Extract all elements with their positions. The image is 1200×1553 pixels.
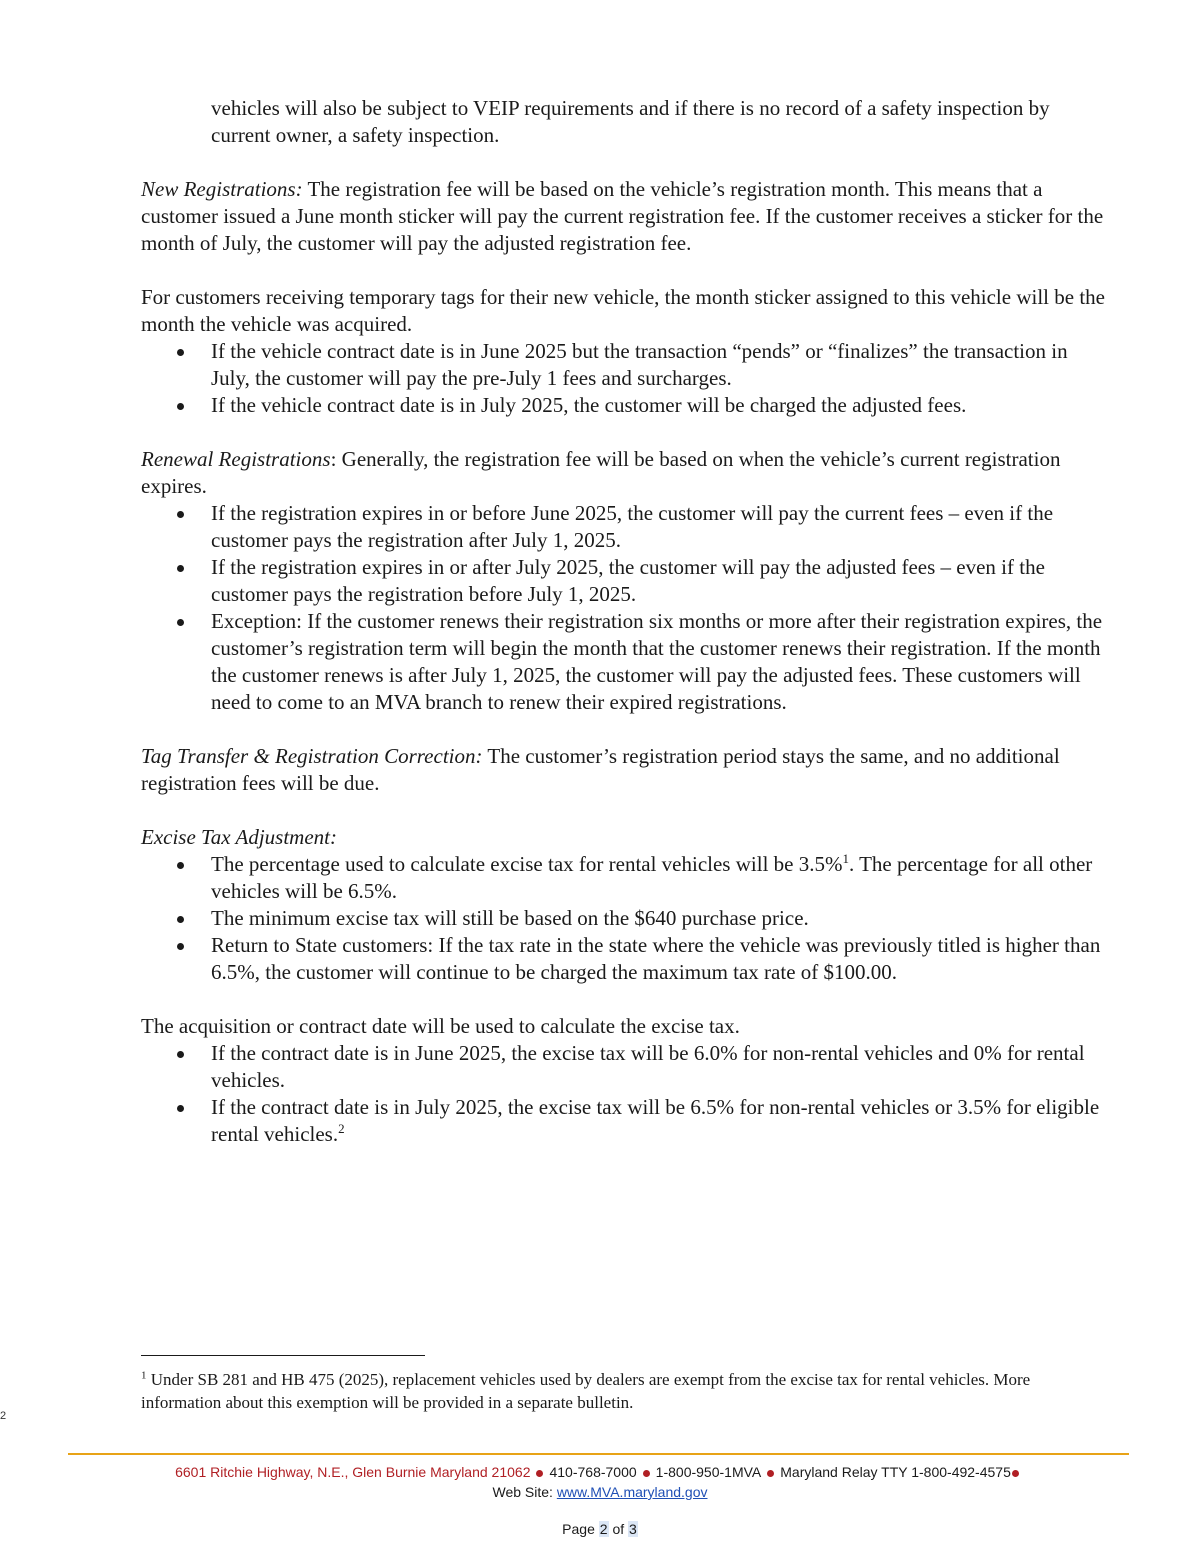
- footer-website-link[interactable]: www.MVA.maryland.gov: [556, 1484, 708, 1500]
- bullet-icon: [177, 916, 184, 923]
- tag-transfer-heading: Tag Transfer & Registration Correction:: [141, 744, 483, 768]
- page-number: Page 2 of 3: [562, 1521, 637, 1537]
- bullet-icon: [177, 403, 184, 410]
- bullet-icon: [177, 619, 184, 626]
- footnote-marker: 1: [141, 1369, 147, 1382]
- bullet-icon: [177, 565, 184, 572]
- footer-contact-line: [0, 1463, 1200, 1481]
- total-pages: 3: [629, 1521, 637, 1537]
- renewal-registrations-text: : Generally, the registration fee will be based on when the vehicle’s current registration expires.: [141, 447, 1061, 498]
- list-item: If the registration expires in or after July 2025, the customer will pay the adjusted fees – even if the customer pays the registration before July 1, 2025.: [141, 554, 1106, 608]
- bullet-separator-icon: [536, 1470, 543, 1477]
- list-item: The minimum excise tax will still be based on the $640 purchase price.: [141, 905, 1106, 932]
- footnote-reference: 2: [338, 1121, 345, 1136]
- list-item: If the vehicle contract date is in July 2025, the customer will be charged the adjusted fees.: [141, 392, 1106, 419]
- renewal-list: [141, 500, 1106, 716]
- excise-tax-list: [141, 851, 1106, 986]
- new-registrations-heading: New Registrations:: [141, 177, 303, 201]
- renewal-registrations-heading: Renewal Registrations: [141, 447, 331, 471]
- temporary-tags-intro: For customers receiving temporary tags for their new vehicle, the month sticker assigned to this vehicle will be the month the vehicle was acquired.: [141, 285, 1105, 336]
- footnote-text: Under SB 281 and HB 475 (2025), replacement vehicles used by dealers are exempt from the excise tax for rental vehicles. More information about this exemption will be provided in a separate bulletin.: [141, 1370, 1031, 1412]
- list-item: Exception: If the customer renews their registration six months or more after their registration expires, the customer’s registration term will begin the month that the customer renews their registration. If the month the customer renews is after July 1, 2025, the customer will pay the adjusted fees. These customers will need to come to an MVA branch to renew their expired registrations.: [141, 608, 1106, 716]
- tag-transfer-paragraph: [141, 743, 1106, 797]
- bullet-separator-icon: [643, 1470, 650, 1477]
- acquisition-list: [141, 1040, 1106, 1148]
- list-item: If the contract date is in July 2025, the excise tax will be 6.5% for non-rental vehicles or 3.5% for eligible rental vehicles.$^2$: [141, 1094, 1106, 1148]
- footer-tollfree: 1-800-950-1MVA: [655, 1464, 762, 1480]
- renewal-registrations-paragraph: [141, 446, 1106, 500]
- footer-address: 6601 Ritchie Highway, N.E., Glen Burnie Maryland 21062: [175, 1464, 531, 1480]
- list-item: The percentage used to calculate excise tax for rental vehicles will be 3.5%$^1$. The percentage for all other vehicles will be 6.5%.: [141, 851, 1106, 905]
- footer-phone: 410-768-7000: [549, 1464, 637, 1480]
- current-page: 2: [599, 1521, 608, 1537]
- bullet-icon: [177, 862, 184, 869]
- bullet-icon: [177, 1051, 184, 1058]
- footer-divider: [68, 1453, 1129, 1455]
- list-item: If the registration expires in or before June 2025, the customer will pay the current fees – even if the customer pays the registration after July 1, 2025.: [141, 500, 1106, 554]
- list-item: If the contract date is in June 2025, the excise tax will be 6.0% for non-rental vehicles and 0% for rental vehicles.: [141, 1040, 1106, 1094]
- margin-page-number: 2: [0, 1410, 7, 1422]
- bullet-icon: [177, 511, 184, 518]
- bullet-separator-icon: [767, 1470, 774, 1477]
- acquisition-intro: The acquisition or contract date will be used to calculate the excise tax.: [141, 1014, 740, 1038]
- continuation-paragraph: vehicles will also be subject to VEIP requirements and if there is no record of a safety inspection by current owner, a safety inspection.: [211, 96, 1050, 147]
- footnote-reference: 1: [842, 851, 849, 866]
- tag-transfer-text: The customer’s registration period stays the same, and no additional registration fees will be due.: [141, 744, 1060, 795]
- bullet-icon: [177, 943, 184, 950]
- document-body: [141, 95, 1106, 1148]
- bullet-icon: [177, 1105, 184, 1112]
- list-item: If the vehicle contract date is in June 2025 but the transaction “pends” or “finalizes” the transaction in July, the customer will pay the pre-July 1 fees and surcharges.: [141, 338, 1106, 392]
- bullet-separator-icon: [1012, 1470, 1019, 1477]
- footer-relay: Maryland Relay TTY 1-800-492-4575: [780, 1464, 1011, 1480]
- temporary-tags-list: [141, 338, 1106, 419]
- footer-website-label: Web Site:: [492, 1484, 557, 1500]
- excise-tax-heading: Excise Tax Adjustment:: [141, 825, 337, 849]
- footnote: [141, 1368, 1101, 1414]
- footer-website-line: [0, 1483, 1200, 1501]
- new-registrations-paragraph: [141, 176, 1106, 257]
- new-registrations-text: The registration fee will be based on the vehicle’s registration month. This means that a customer issued a June month sticker will pay the current registration fee. If the customer receives a sticker for the month of July, the customer will pay the adjusted registration fee.: [141, 177, 1104, 255]
- footnote-separator: [141, 1355, 425, 1356]
- bullet-icon: [177, 349, 184, 356]
- list-item: Return to State customers: If the tax rate in the state where the vehicle was previously titled is higher than 6.5%, the customer will continue to be charged the maximum tax rate of $100.00.: [141, 932, 1106, 986]
